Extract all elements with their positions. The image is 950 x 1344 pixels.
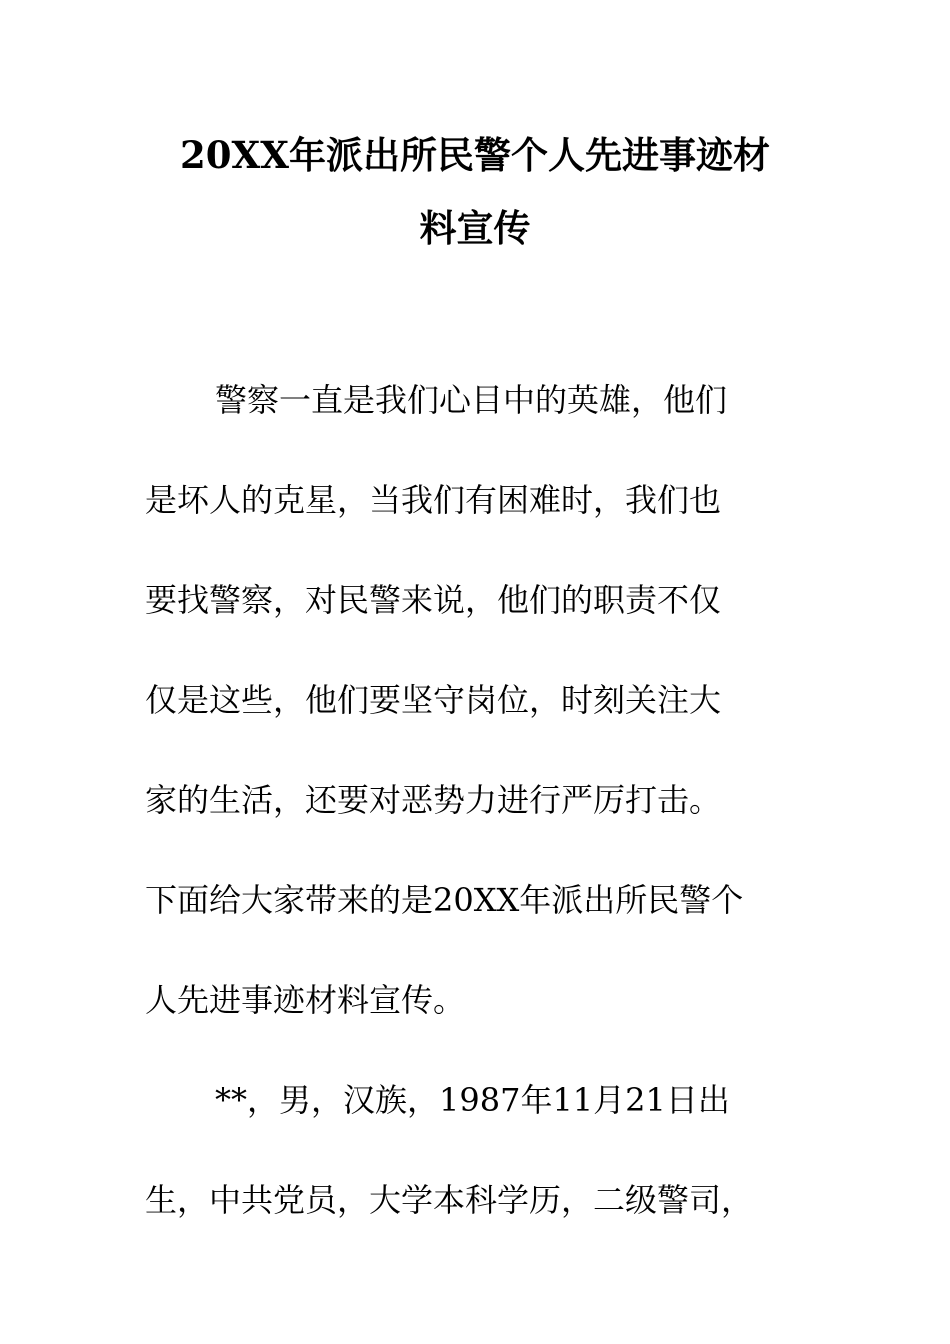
body-text-line: 生，中共党员，大学本科学历，二级警司， (145, 1181, 754, 1219)
body-text-line: 下面给大家带来的是20XX年派出所民警个 (145, 881, 744, 919)
body-text-line: 要找警察，对民警来说，他们的职责不仅 (145, 581, 722, 619)
body-text-line: 仅是这些，他们要坚守岗位，时刻关注大 (145, 681, 722, 719)
body-text-line: 人先进事迹材料宣传。 (145, 981, 466, 1019)
body-text-line: **，男，汉族，1987年11月21日出 (215, 1081, 730, 1119)
body-text-line: 家的生活，还要对恶势力进行严厉打击。 (145, 781, 722, 819)
body-text-line: 警察一直是我们心目中的英雄，他们 (215, 381, 728, 419)
document-title-line-1: 20XX年派出所民警个人先进事迹材 (180, 133, 770, 177)
document-title-line-2: 料宣传 (419, 206, 531, 250)
body-text-line: 是坏人的克星，当我们有困难时，我们也 (145, 481, 722, 519)
